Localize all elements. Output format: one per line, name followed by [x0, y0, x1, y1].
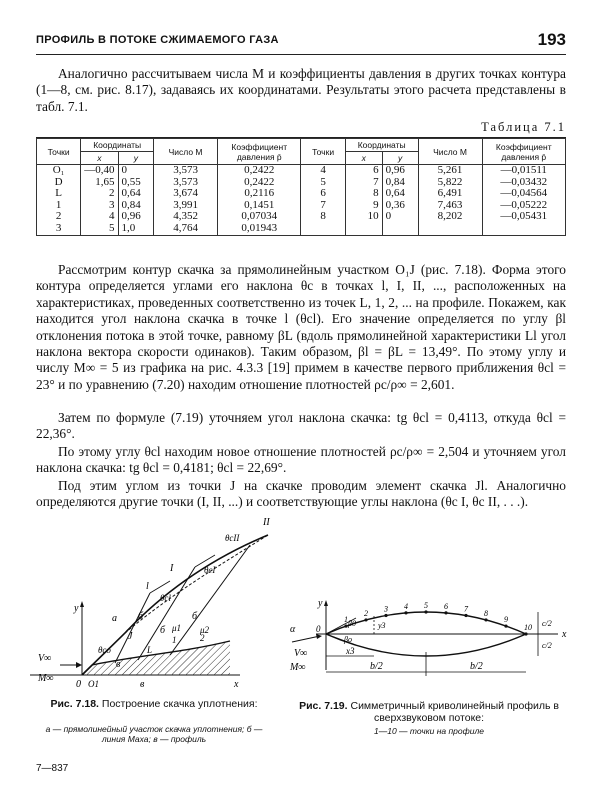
fig2-label-b2a: b/2	[370, 661, 383, 672]
label-mu2: μ2	[200, 625, 210, 635]
flow-arrow-2	[292, 636, 320, 642]
profile-point-marker	[424, 610, 427, 613]
th-x-left: x	[81, 152, 118, 165]
profile-point-label: 1	[344, 615, 348, 625]
cell-left-pt: D	[37, 177, 81, 189]
cell-left-pt: 3	[37, 223, 81, 235]
profile-point-marker	[364, 618, 367, 621]
profile-point-marker	[464, 614, 467, 617]
label-O: 0	[76, 679, 81, 690]
table-caption: Таблица 7.1	[481, 120, 566, 134]
cell-left-pt: 1	[37, 200, 81, 212]
th-coef-left: Коэффициент давления p̄	[218, 139, 301, 165]
y-axis-2-arrow	[324, 600, 328, 606]
cell-left-m: 3,991	[154, 200, 218, 212]
profile-point-label: 5	[424, 601, 428, 610]
mach-line-l	[115, 593, 153, 663]
cell-right-x: 8	[345, 188, 382, 200]
label-y: y	[74, 603, 79, 614]
table-row	[37, 200, 566, 212]
data-table	[36, 138, 566, 236]
fig2-label-x3: x3	[346, 646, 355, 656]
table-row	[37, 211, 566, 223]
label-theta-cl: θcl	[160, 593, 171, 603]
flow-arrowhead	[76, 662, 82, 668]
table-body	[37, 165, 566, 236]
table-row	[37, 223, 566, 235]
cell-left-y: 0,64	[118, 188, 154, 200]
cell-left-p: 0,2422	[218, 177, 301, 189]
label-V: V∞	[38, 653, 52, 664]
cell-left-p: 0,2422	[218, 165, 301, 177]
figure-7-18	[20, 515, 285, 690]
table-row	[37, 188, 566, 200]
fig2-label-c2b: c/2	[542, 641, 552, 650]
cell-right-pt: 5	[301, 177, 345, 189]
printer-signature: 7—837	[36, 763, 69, 774]
cell-left-m: 3,573	[154, 165, 218, 177]
profile-point-marker	[504, 624, 507, 627]
figure-7-19	[286, 590, 576, 690]
cell-left-y: 0,84	[118, 200, 154, 212]
fig2-label-V: V∞	[294, 648, 308, 659]
cell-right-y	[382, 223, 418, 235]
th-y-right: y	[382, 152, 418, 165]
fig2-label-c2a: c/2	[542, 619, 552, 628]
cell-left-y: 1,0	[118, 223, 154, 235]
cell-left-p: 0,1451	[218, 200, 301, 212]
fig2-label-O: 0	[316, 624, 321, 634]
cell-right-p: —0,05431	[482, 211, 565, 223]
fig2-label-M: M∞	[290, 662, 306, 673]
running-header	[36, 30, 566, 52]
paragraph-5: Под этим углом из точки J на скачке проводим элемент скачка Jl. Аналогично определяются другие точки (I, II, ...) и соответствующие углы наклона (θc I, θc II, . . .).	[36, 478, 566, 510]
profile-point-label: 2	[364, 608, 368, 618]
cell-left-m: 4,764	[154, 223, 218, 235]
fig2-label-y3: y3	[378, 621, 386, 630]
profile-point-label: 9	[504, 615, 508, 625]
th-x-right: x	[345, 152, 382, 165]
cell-right-m: 8,202	[418, 211, 482, 223]
figure-7-19-legend: 1—10 — точки на профиле	[374, 726, 484, 736]
th-point-right: Точки	[301, 139, 345, 165]
paragraph-2: Рассмотрим контур скачка за прямолинейным участком O₁J (рис. 7.18). Форма этого контура определяется углами его наклона θс в точках l, I, II, ..., расположенных на характеристиках, проведенных соответственно из точек L, 1, 2, ... на профиле. Покажем, как находится угол наклона скачка в точке l (θcl). Его значение определяется по углу βl отклонения потока в этой точке, равному βL (вдоль прямолинейной характеристики Ll угол наклона вектора скорости одинаков). Таким образом, βl = βL = 13,49°. По этому углу и числу M∞ = 5 из графика на рис. 4.3.3 [19] примем в качестве первого приближения θcl = 23° и по уравнению (7.20) находим отношение плотностей ρc/ρ∞ = 2,601.	[36, 262, 566, 392]
cell-left-x: 3	[81, 200, 118, 212]
cell-left-x: —0,40	[81, 165, 118, 177]
label-O1: O1	[88, 679, 99, 689]
cell-left-x: 5	[81, 223, 118, 235]
fig2-label-alpha: α	[290, 624, 296, 635]
th-point-left: Точки	[37, 139, 81, 165]
cell-right-pt: 7	[301, 200, 345, 212]
cell-right-x: 10	[345, 211, 382, 223]
cell-left-pt: L	[37, 188, 81, 200]
table-row	[37, 165, 566, 177]
label-c-bottom: в	[140, 679, 145, 690]
cell-right-m: 5,261	[418, 165, 482, 177]
label-L: L	[147, 645, 153, 655]
profile-point-marker	[444, 611, 447, 614]
cell-right-m: 5,822	[418, 177, 482, 189]
profile-point-marker	[484, 618, 487, 621]
profile-point-label: 4	[404, 601, 408, 611]
cell-left-p: 0,01943	[218, 223, 301, 235]
cell-right-p: —0,01511	[482, 165, 565, 177]
profile-point-label: 8	[484, 608, 488, 618]
cell-right-pt	[301, 223, 345, 235]
th-mach-right: Число M	[418, 139, 482, 165]
cell-left-p: 0,07034	[218, 211, 301, 223]
fig2-label-y: y	[318, 598, 323, 609]
page-number: 193	[537, 30, 566, 49]
cell-right-y: 0,36	[382, 200, 418, 212]
cell-right-y: 0,96	[382, 165, 418, 177]
cell-right-pt: 6	[301, 188, 345, 200]
cell-left-m: 3,573	[154, 177, 218, 189]
tangent-l	[150, 581, 170, 593]
label-b2: б	[160, 625, 166, 636]
cell-right-y: 0	[382, 211, 418, 223]
paragraph-3: Затем по формуле (7.19) уточняем угол наклона скачка: tg θcl = 0,4113, откуда θcl = 22,36°.	[36, 410, 566, 442]
cell-left-y: 0,55	[118, 177, 154, 189]
cell-right-m	[418, 223, 482, 235]
cell-right-p: —0,04564	[482, 188, 565, 200]
profile-point-label: 7	[464, 604, 468, 614]
cell-right-p: —0,03432	[482, 177, 565, 189]
label-mu1: μ1	[172, 623, 182, 633]
label-b: б	[138, 611, 144, 622]
label-b3: б	[192, 611, 198, 622]
cell-left-x: 4	[81, 211, 118, 223]
cell-left-x: 1,65	[81, 177, 118, 189]
profile-point-label: 3	[384, 604, 388, 614]
cell-right-pt: 8	[301, 211, 345, 223]
fig1-caption-text: Построение скачка уплотнения:	[101, 698, 258, 710]
figure-7-18-caption	[34, 698, 274, 710]
figure-7-19-caption	[292, 700, 566, 724]
label-M: M∞	[38, 673, 54, 684]
flow-arrowhead-2	[316, 634, 322, 639]
cell-left-m: 4,352	[154, 211, 218, 223]
fig2-caption-text: Симметричный криволинейный профиль в сверхзвуковом потоке:	[350, 700, 559, 724]
cell-right-y: 0,84	[382, 177, 418, 189]
cell-left-p: 0,2116	[218, 188, 301, 200]
profile-point-label: 10	[524, 623, 532, 632]
th-coords-right: Координаты	[345, 139, 418, 152]
label-I: I	[170, 563, 174, 574]
fig2-caption-title: Рис. 7.19.	[299, 700, 348, 712]
fig2-label-beta0: β0	[348, 619, 356, 628]
cell-right-m: 6,491	[418, 188, 482, 200]
label-c: в	[116, 659, 121, 670]
th-coords-left: Координаты	[81, 139, 154, 152]
th-coef-right: Коэффициент давления p̄	[482, 139, 565, 165]
figure-7-18-legend: a — прямолинейный участок скачка уплотнения; б — линия Маха; в — профиль	[45, 724, 263, 744]
cell-left-pt: O₁	[37, 165, 81, 177]
cell-left-y: 0,96	[118, 211, 154, 223]
fig1-caption-title: Рис. 7.18.	[50, 698, 99, 710]
label-J: J	[128, 631, 133, 642]
cell-right-x	[345, 223, 382, 235]
cell-right-pt: 4	[301, 165, 345, 177]
profile-point-marker	[404, 611, 407, 614]
fig2-label-b2b: b/2	[470, 661, 483, 672]
profile-point-marker	[524, 632, 527, 635]
cell-right-m: 7,463	[418, 200, 482, 212]
cell-left-x: 2	[81, 188, 118, 200]
cell-right-p: —0,05222	[482, 200, 565, 212]
running-title: ПРОФИЛЬ В ПОТОКЕ СЖИМАЕМОГО ГАЗА	[36, 34, 279, 46]
cell-left-pt: 2	[37, 211, 81, 223]
cell-right-x: 6	[345, 165, 382, 177]
label-one: 1	[172, 635, 177, 645]
label-theta-co: θco	[98, 645, 111, 655]
label-two: 2	[200, 633, 205, 643]
label-a: a	[112, 613, 117, 624]
label-theta-cII: θcII	[225, 533, 240, 543]
header-rule	[36, 54, 566, 55]
paragraph-4: По этому углу θcl находим новое отношение плотностей ρc/ρ∞ = 2,504 и уточняем угол наклона скачка: tg θcl = 0,4181; θcl = 22,69°.	[36, 444, 566, 476]
profile-point-label: 6	[444, 601, 448, 611]
paragraph-1: Аналогично рассчитываем числа M и коэффициенты давления в других точках контура (1—8, см. рис. 8.17), задаваясь их координатами. Результаты этого расчета представлены в табл. 7.1.	[36, 66, 566, 114]
cell-left-m: 3,674	[154, 188, 218, 200]
profile-point-marker	[384, 614, 387, 617]
cell-left-y: 0	[118, 165, 154, 177]
cell-right-x: 7	[345, 177, 382, 189]
th-y-left: y	[118, 152, 154, 165]
label-x: x	[234, 679, 239, 690]
th-mach-left: Число M	[154, 139, 218, 165]
y-axis-arrow	[80, 601, 84, 607]
fig2-label-x: x	[562, 629, 567, 640]
label-II: II	[263, 517, 270, 528]
fig2-label-beta-o: βo	[344, 635, 352, 644]
label-l: l	[146, 581, 149, 592]
mach-line-2	[170, 545, 250, 655]
label-theta-cI: θcI	[204, 565, 216, 575]
cell-right-y: 0,64	[382, 188, 418, 200]
table-row	[37, 177, 566, 189]
cell-right-x: 9	[345, 200, 382, 212]
cell-right-p	[482, 223, 565, 235]
